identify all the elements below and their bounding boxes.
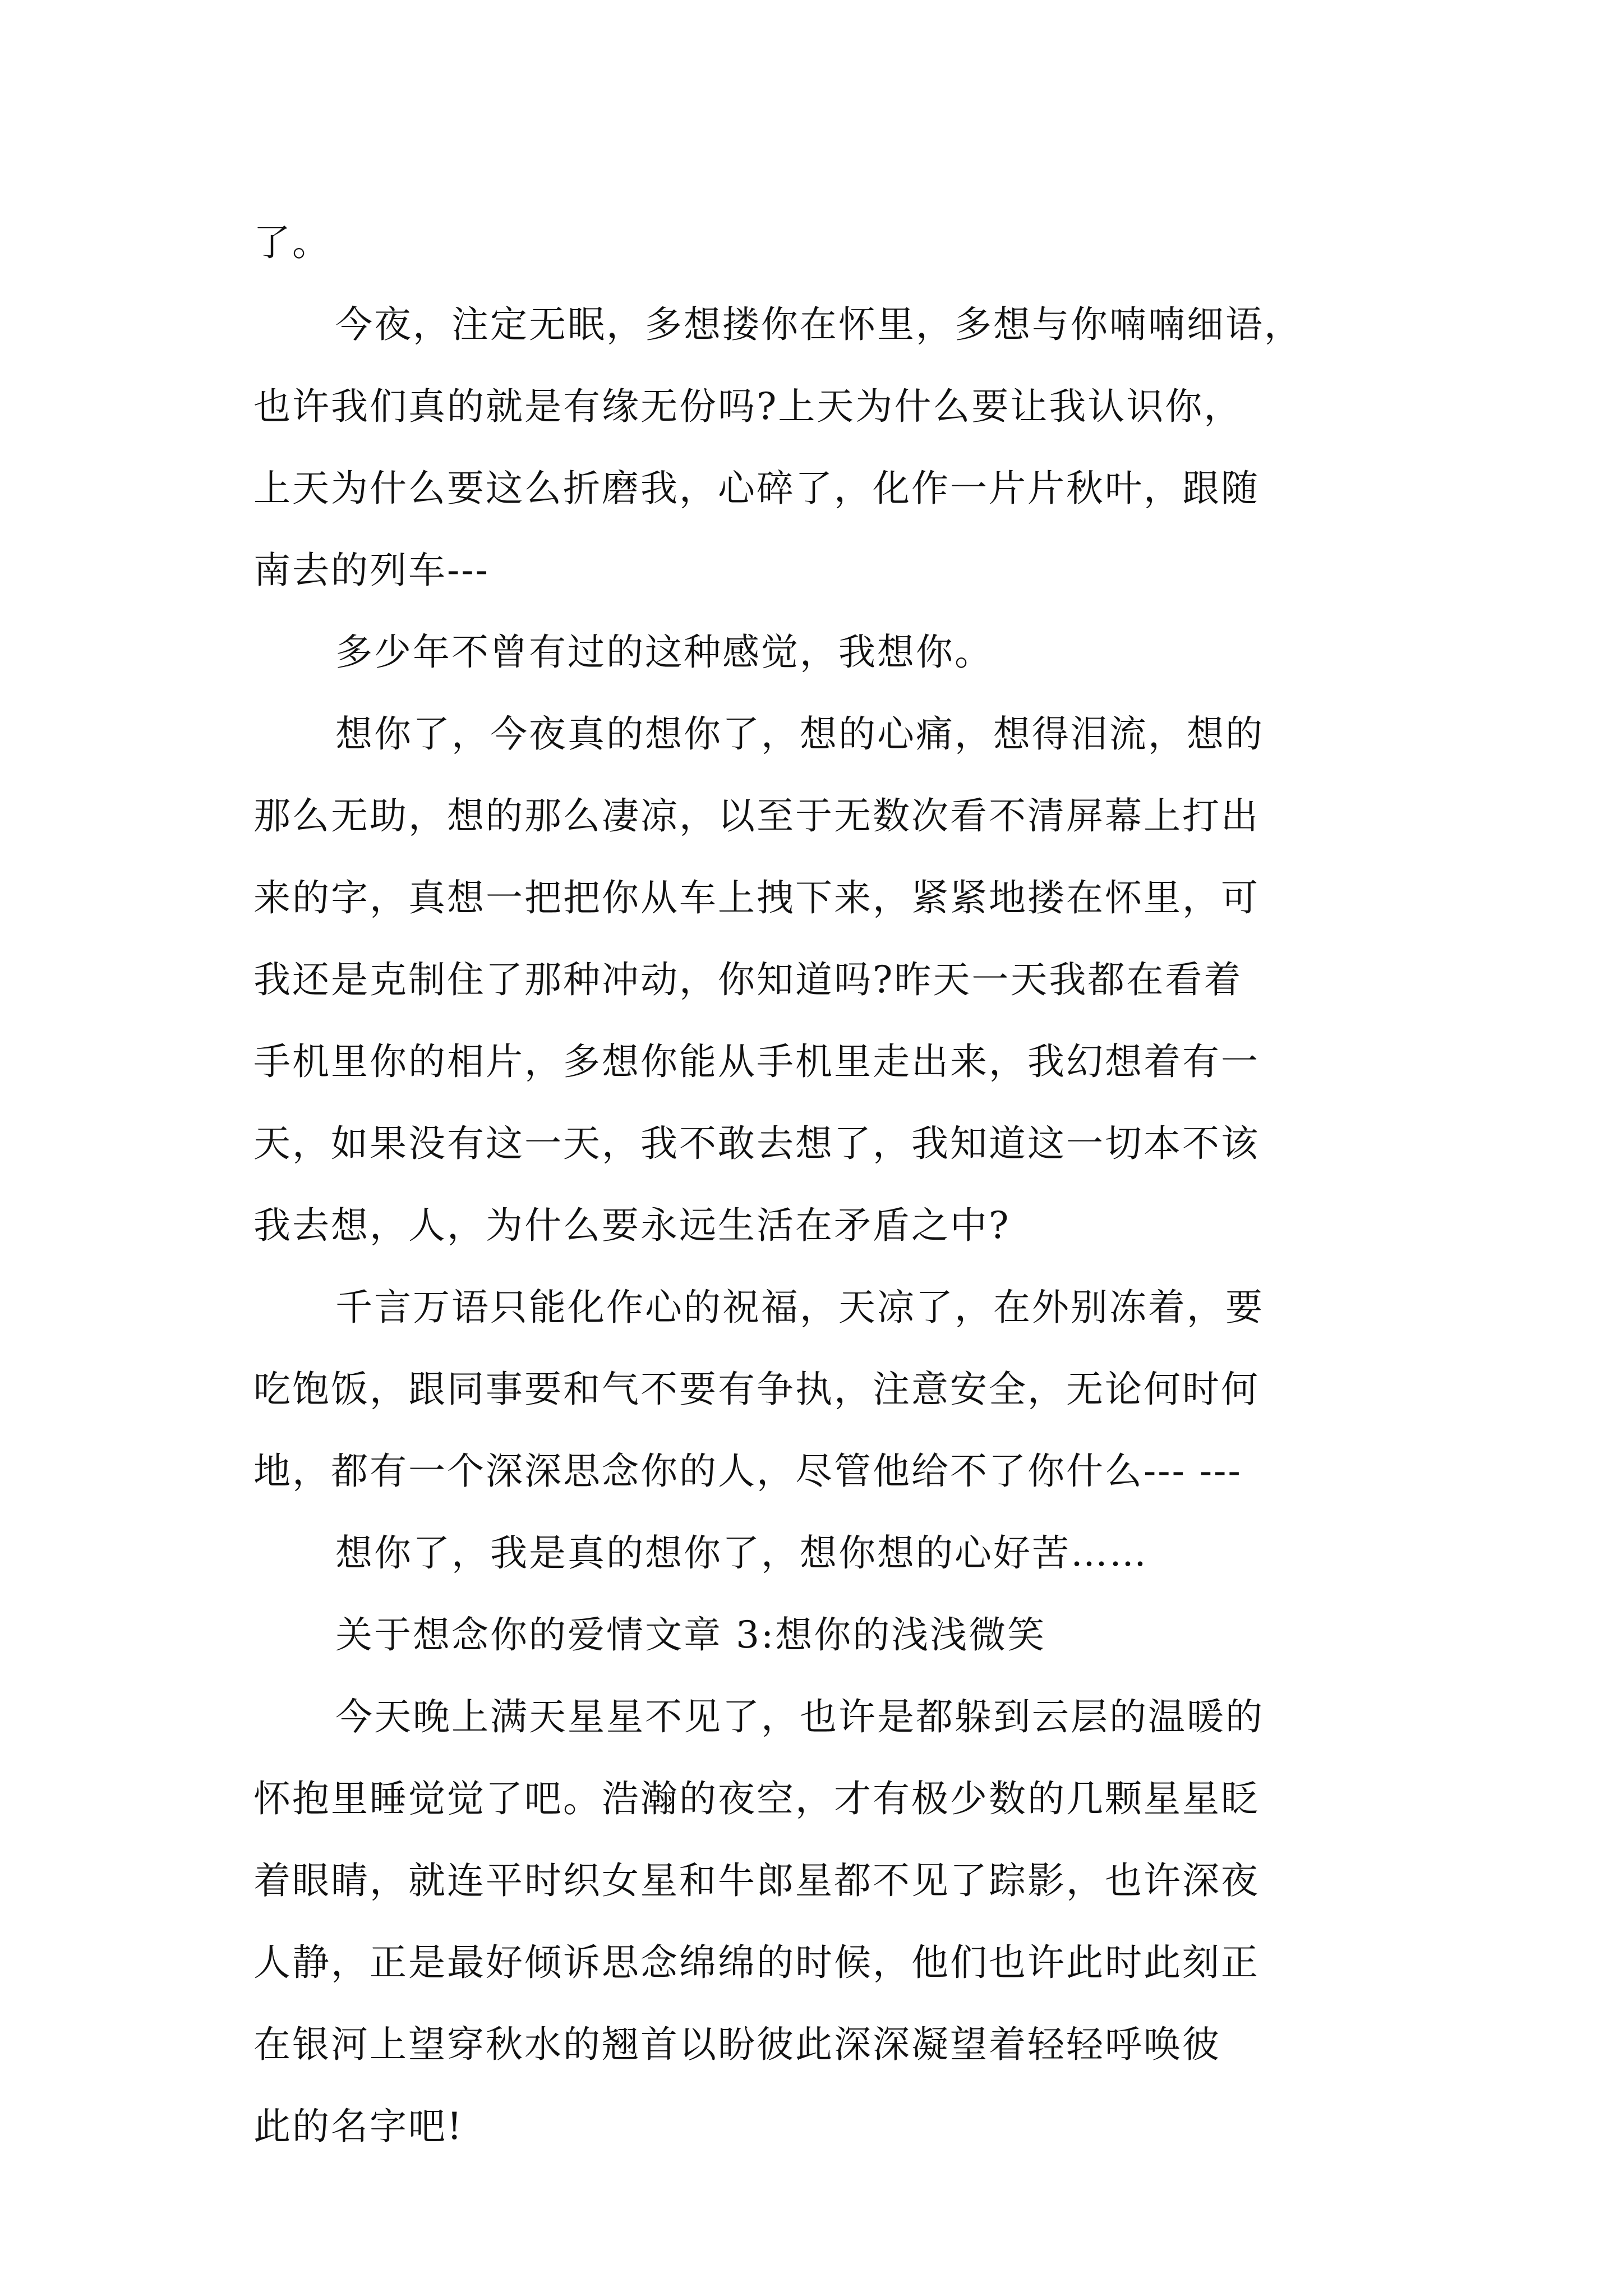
text-line: 千言万语只能化作心的祝福，天凉了，在外别冻着，要 bbox=[335, 1286, 1264, 1329]
paragraph bbox=[253, 1267, 1392, 1512]
paragraph bbox=[253, 202, 1392, 284]
paragraph bbox=[253, 1512, 1392, 1594]
text-line: 关于想念你的爱情文章 3:想你的浅浅微笑 bbox=[335, 1613, 1046, 1657]
text-line: 了。 bbox=[253, 221, 331, 264]
text-line: 想你了，今夜真的想你了，想的心痛，想得泪流，想的 bbox=[335, 712, 1264, 756]
text-line: 上天为什么要这么折磨我，心碎了，化作一片片秋叶，跟随 bbox=[253, 467, 1260, 510]
text-line: 在银河上望穿秋水的翘首以盼彼此深深凝望着轻轻呼唤彼 bbox=[253, 2023, 1221, 2066]
text-line: 天，如果没有这一天，我不敢去想了，我知道这一切本不该 bbox=[253, 1122, 1260, 1165]
text-line: 来的字，真想一把把你从车上拽下来，紧紧地搂在怀里，可 bbox=[253, 876, 1260, 919]
body-text bbox=[253, 202, 1392, 2168]
text-line: 我去想，人，为什么要永远生活在矛盾之中? bbox=[253, 1204, 1011, 1247]
text-line: 着眼睛，就连平时织女星和牛郎星都不见了踪影，也许深夜 bbox=[253, 1859, 1260, 1902]
text-line: 今夜，注定无眠，多想搂你在怀里，多想与你喃喃细语， bbox=[335, 303, 1303, 346]
text-line: 想你了，我是真的想你了，想你想的心好苦…… bbox=[335, 1531, 1148, 1575]
paragraph bbox=[253, 284, 1392, 611]
text-line: 吃饱饭，跟同事要和气不要有争执，注意安全，无论何时何 bbox=[253, 1368, 1260, 1411]
text-line: 人静，正是最好倾诉思念绵绵的时候，他们也许此时此刻正 bbox=[253, 1941, 1260, 1984]
text-line: 那么无助，想的那么凄凉，以至于无数次看不清屏幕上打出 bbox=[253, 794, 1260, 838]
text-line: 地，都有一个深深思念你的人，尽管他给不了你什么--- --- bbox=[253, 1450, 1242, 1493]
text-line: 怀抱里睡觉觉了吧。浩瀚的夜空，才有极少数的几颗星星眨 bbox=[253, 1777, 1260, 1820]
paragraph bbox=[253, 611, 1392, 693]
text-line: 今天晚上满天星星不见了，也许是都躲到云层的温暖的 bbox=[335, 1695, 1264, 1738]
text-line: 此的名字吧! bbox=[253, 2105, 464, 2148]
text-line: 南去的列车--- bbox=[253, 549, 490, 592]
text-line: 手机里你的相片，多想你能从手机里走出来，我幻想着有一 bbox=[253, 1040, 1260, 1083]
paragraph bbox=[253, 693, 1392, 1267]
section-heading bbox=[253, 1594, 1392, 1676]
text-line: 多少年不曾有过的这种感觉，我想你。 bbox=[335, 631, 993, 674]
text-line: 我还是克制住了那种冲动，你知道吗?昨天一天我都在看着 bbox=[253, 958, 1243, 1001]
text-line: 也许我们真的就是有缘无份吗?上天为什么要让我认识你， bbox=[253, 385, 1243, 428]
paragraph bbox=[253, 1676, 1392, 2168]
